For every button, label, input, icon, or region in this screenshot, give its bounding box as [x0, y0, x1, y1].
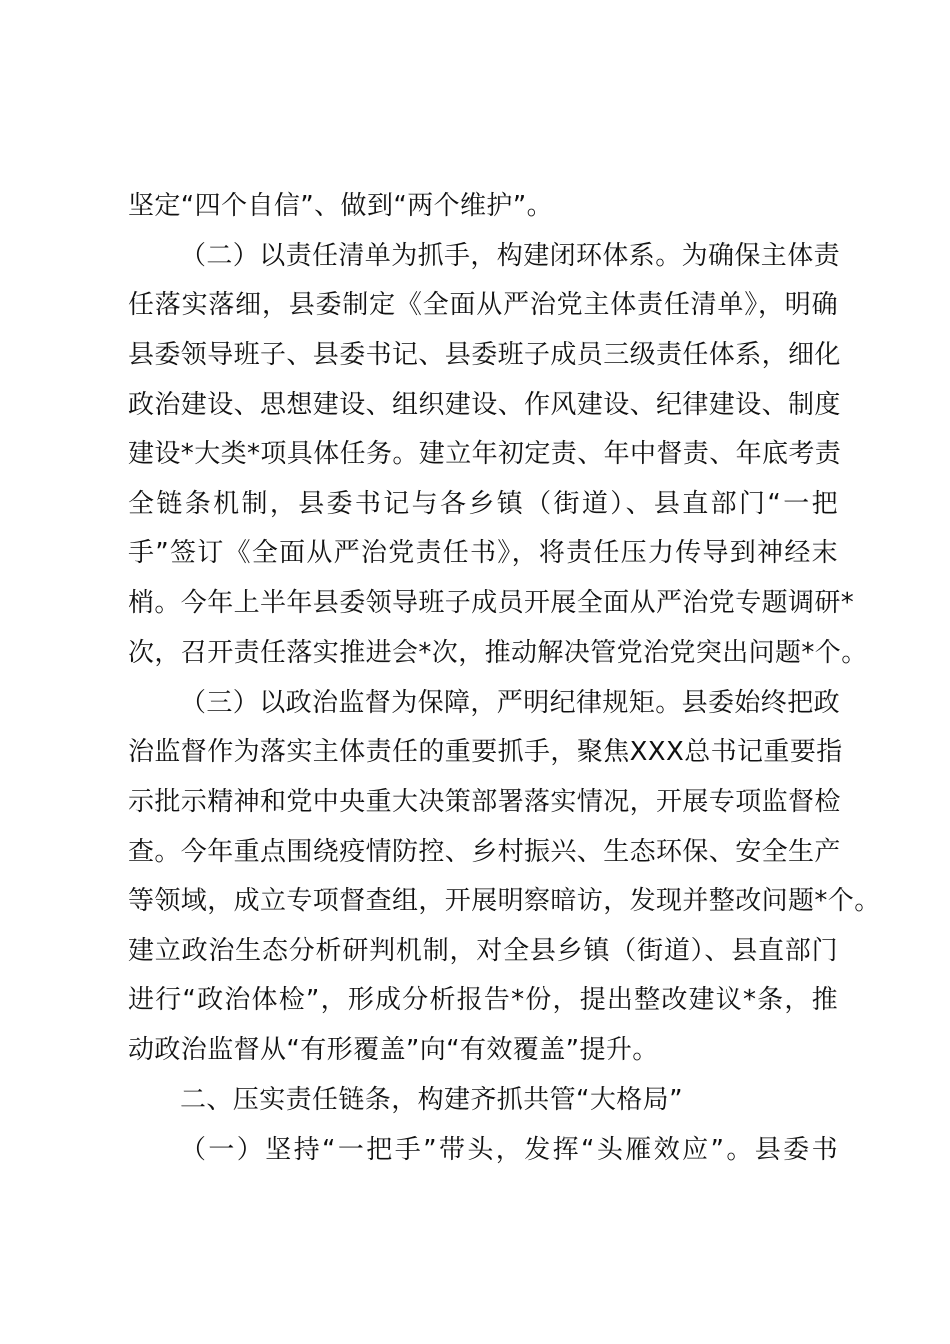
text-line: 县委领导班子、县委书记、县委班子成员三级责任体系，细化: [128, 340, 841, 370]
paragraph-heading-3: （三）以政治监督为保障，严明纪律规矩。县委始终把政: [180, 688, 841, 718]
paragraph-heading-1: （一）坚持“一把手”带头，发挥“头雁效应”。县委书: [180, 1135, 838, 1165]
text-line: 查。今年重点围绕疫情防控、乡村振兴、生态环保、安全生产: [128, 837, 841, 867]
text-line: 次，召开责任落实推进会*次，推动解决管党治党突出问题*个。: [128, 638, 868, 668]
text-line: 全链条机制，县委书记与各乡镇（街道）、县直部门“一把: [128, 489, 838, 519]
text-line: 等领域，成立专项督查组，开展明察暗访，发现并整改问题*个。: [128, 886, 881, 916]
paragraph-heading-2: （二）以责任清单为抓手，构建闭环体系。为确保主体责: [180, 241, 841, 271]
text-line: 梢。今年上半年县委领导班子成员开展全面从严治党专题调研*: [128, 588, 855, 618]
text-line: 坚定“四个自信”、做到“两个维护”。: [128, 191, 554, 221]
text-line: 手”签订《全面从严治党责任书》，将责任压力传导到神经末: [128, 538, 838, 568]
text-line: 进行“政治体检”，形成分析报告*份，提出整改建议*条，推: [128, 985, 838, 1015]
text-line: 建立政治生态分析研判机制，对全县乡镇（街道）、县直部门: [128, 936, 838, 966]
text-line: 动政治监督从“有形覆盖”向“有效覆盖”提升。: [128, 1035, 659, 1065]
section-heading: 二、压实责任链条，构建齐抓共管“大格局”: [180, 1085, 683, 1115]
text-line: 示批示精神和党中央重大决策部署落实情况，开展专项监督检: [128, 787, 841, 817]
text-line: 任落实落细，县委制定《全面从严治党主体责任清单》，明确: [128, 290, 838, 320]
text-line: 政治建设、思想建设、组织建设、作风建设、纪律建设、制度: [128, 390, 841, 420]
text-line: 建设*大类*项具体任务。建立年初定责、年中督责、年底考责: [128, 439, 842, 469]
text-line: 治监督作为落实主体责任的重要抓手，聚焦XXX总书记重要指: [128, 737, 843, 767]
